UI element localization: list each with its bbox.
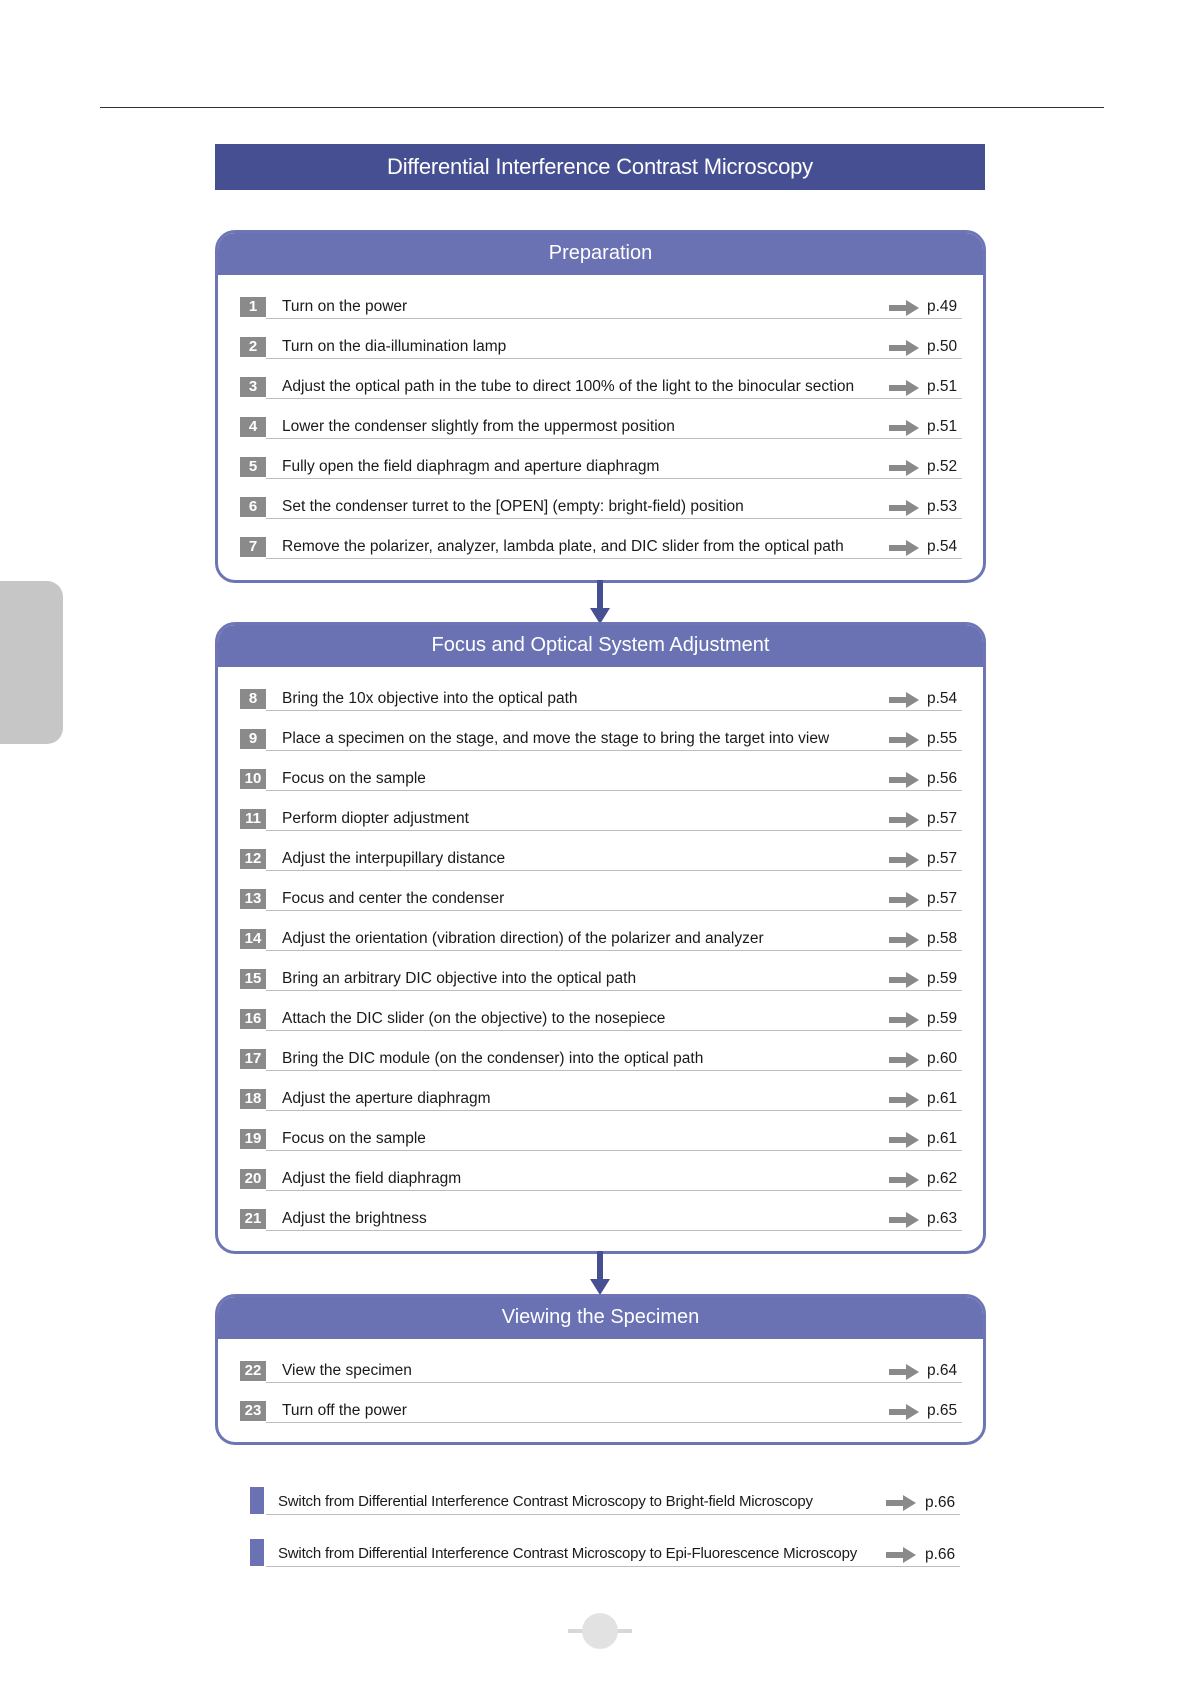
- arrow-right-icon: [889, 812, 919, 828]
- step-label: Focus on the sample: [282, 770, 426, 787]
- step-underline: [266, 398, 962, 399]
- step-item[interactable]: [240, 377, 962, 401]
- page-reference-link[interactable]: p.66: [925, 1494, 956, 1511]
- step-underline: [266, 1230, 962, 1231]
- section-preparation: [215, 230, 986, 583]
- step-label: Adjust the field diaphragm: [282, 1170, 462, 1187]
- step-underline: [266, 1150, 962, 1151]
- step-label: Remove the polarizer, analyzer, lambda plate, and DIC slider from the optical path: [282, 538, 844, 555]
- step-label: Adjust the brightness: [282, 1210, 427, 1227]
- page-reference-link[interactable]: p.52: [927, 458, 958, 475]
- step-number-badge: 18: [240, 1089, 266, 1109]
- page-reference-link[interactable]: p.54: [927, 690, 958, 707]
- step-label: Focus on the sample: [282, 1130, 426, 1147]
- step-item[interactable]: [240, 497, 962, 521]
- page-reference-link[interactable]: p.66: [925, 1546, 956, 1563]
- step-number-badge: 14: [240, 929, 266, 949]
- step-item[interactable]: [240, 1129, 962, 1153]
- page-reference-link[interactable]: p.53: [927, 498, 958, 515]
- step-underline: [266, 1030, 962, 1031]
- arrow-right-icon: [889, 1012, 919, 1028]
- page-reference-link[interactable]: p.51: [927, 378, 958, 395]
- step-item[interactable]: [240, 1169, 962, 1193]
- step-underline: [266, 1110, 962, 1111]
- step-label: Bring the DIC module (on the condenser) into the optical path: [282, 1050, 704, 1067]
- step-item[interactable]: [240, 809, 962, 833]
- top-rule: [100, 107, 1104, 108]
- step-underline: [266, 1422, 962, 1423]
- page-reference-link[interactable]: p.57: [927, 810, 958, 827]
- step-underline: [266, 1190, 962, 1191]
- step-item[interactable]: [240, 337, 962, 361]
- flow-arrow-down-icon: [590, 1251, 610, 1295]
- page-reference-link[interactable]: p.54: [927, 538, 958, 555]
- page-reference-link[interactable]: p.49: [927, 298, 958, 315]
- step-item[interactable]: [240, 729, 962, 753]
- step-label: Turn off the power: [282, 1402, 407, 1419]
- step-number-badge: 15: [240, 969, 266, 989]
- page-reference-link[interactable]: p.61: [927, 1090, 958, 1107]
- step-item[interactable]: [240, 689, 962, 713]
- step-underline: [266, 870, 962, 871]
- step-number-badge: 7: [240, 537, 266, 557]
- section-heading: Viewing the Specimen: [217, 1296, 984, 1339]
- step-underline: [266, 558, 962, 559]
- step-number-badge: 11: [240, 809, 266, 829]
- arrow-right-icon: [889, 540, 919, 556]
- step-label: Turn on the dia-illumination lamp: [282, 338, 507, 355]
- step-number-badge: 16: [240, 1009, 266, 1029]
- page-reference-link[interactable]: p.51: [927, 418, 958, 435]
- arrow-right-icon: [886, 1495, 916, 1511]
- step-item[interactable]: [240, 929, 962, 953]
- step-item[interactable]: [240, 297, 962, 321]
- step-underline: [266, 358, 962, 359]
- step-item[interactable]: [240, 537, 962, 561]
- step-label: Adjust the aperture diaphragm: [282, 1090, 491, 1107]
- step-number-badge: 2: [240, 337, 266, 357]
- step-item[interactable]: [240, 969, 962, 993]
- arrow-right-icon: [889, 1212, 919, 1228]
- step-underline: [266, 950, 962, 951]
- page-reference-link[interactable]: p.59: [927, 1010, 958, 1027]
- switch-procedure-item[interactable]: [250, 1487, 960, 1515]
- step-label: Adjust the interpupillary distance: [282, 850, 506, 867]
- page-reference-link[interactable]: p.64: [927, 1362, 958, 1379]
- step-underline: [266, 790, 962, 791]
- step-number-badge: 8: [240, 689, 266, 709]
- page-reference-link[interactable]: p.57: [927, 850, 958, 867]
- step-underline: [266, 830, 962, 831]
- step-label: Adjust the orientation (vibration direction) of the polarizer and analyzer: [282, 930, 764, 947]
- switch-procedure-item[interactable]: [250, 1539, 960, 1567]
- arrow-right-icon: [889, 1172, 919, 1188]
- page-reference-link[interactable]: p.59: [927, 970, 958, 987]
- arrow-right-icon: [889, 1052, 919, 1068]
- arrow-right-icon: [889, 892, 919, 908]
- step-label: Place a specimen on the stage, and move the stage to bring the target into view: [282, 730, 830, 747]
- step-number-badge: 6: [240, 497, 266, 517]
- arrow-right-icon: [889, 692, 919, 708]
- page-reference-link[interactable]: p.58: [927, 930, 958, 947]
- step-item[interactable]: [240, 1401, 962, 1425]
- step-number-badge: 21: [240, 1209, 266, 1229]
- step-label: Bring the 10x objective into the optical path: [282, 690, 578, 707]
- switch-marker: [250, 1487, 264, 1514]
- step-label: View the specimen: [282, 1362, 412, 1379]
- section-viewing-specimen: [215, 1294, 986, 1445]
- step-number-badge: 19: [240, 1129, 266, 1149]
- step-item[interactable]: [240, 1009, 962, 1033]
- step-item[interactable]: [240, 1089, 962, 1113]
- step-underline: [266, 1070, 962, 1071]
- step-underline: [266, 710, 962, 711]
- step-underline: [266, 990, 962, 991]
- section-heading: Preparation: [217, 232, 984, 275]
- arrow-right-icon: [889, 772, 919, 788]
- step-number-badge: 1: [240, 297, 266, 317]
- step-number-badge: 5: [240, 457, 266, 477]
- step-item[interactable]: [240, 1209, 962, 1233]
- step-label: Perform diopter adjustment: [282, 810, 469, 827]
- arrow-right-icon: [889, 420, 919, 436]
- step-item[interactable]: [240, 1361, 962, 1385]
- arrow-right-icon: [889, 500, 919, 516]
- arrow-right-icon: [889, 1404, 919, 1420]
- step-item[interactable]: [240, 889, 962, 913]
- step-underline: [266, 438, 962, 439]
- step-item[interactable]: [240, 1049, 962, 1073]
- arrow-right-icon: [889, 932, 919, 948]
- step-label: Attach the DIC slider (on the objective) to the nosepiece: [282, 1010, 666, 1027]
- page-reference-link[interactable]: p.50: [927, 338, 958, 355]
- step-item[interactable]: [240, 769, 962, 793]
- page-reference-link[interactable]: p.61: [927, 1130, 958, 1147]
- step-number-badge: 23: [240, 1401, 266, 1421]
- step-label: Turn on the power: [282, 298, 408, 315]
- page-reference-link[interactable]: p.56: [927, 770, 958, 787]
- page-reference-link[interactable]: p.63: [927, 1210, 958, 1227]
- step-label: Adjust the optical path in the tube to direct 100% of the light to the binocular section: [282, 378, 855, 395]
- step-number-badge: 3: [240, 377, 266, 397]
- arrow-right-icon: [886, 1547, 916, 1563]
- arrow-right-icon: [889, 972, 919, 988]
- step-item[interactable]: [240, 417, 962, 441]
- step-label: Fully open the field diaphragm and aperture diaphragm: [282, 458, 660, 475]
- page-reference-link[interactable]: p.65: [927, 1402, 958, 1419]
- step-underline: [266, 518, 962, 519]
- page-reference-link[interactable]: p.55: [927, 730, 958, 747]
- page-reference-link[interactable]: p.60: [927, 1050, 958, 1067]
- arrow-right-icon: [889, 852, 919, 868]
- page-number-marker-icon: [568, 1613, 632, 1649]
- arrow-right-icon: [889, 1132, 919, 1148]
- switch-label: Switch from Differential Interference Contrast Microscopy to Bright-field Microscopy: [278, 1493, 813, 1510]
- switch-underline: [266, 1514, 960, 1515]
- arrow-right-icon: [889, 732, 919, 748]
- switch-underline: [266, 1566, 960, 1567]
- step-number-badge: 4: [240, 417, 266, 437]
- arrow-right-icon: [889, 380, 919, 396]
- arrow-right-icon: [889, 1364, 919, 1380]
- step-underline: [266, 910, 962, 911]
- arrow-right-icon: [889, 460, 919, 476]
- section-focus-adjustment: [215, 622, 986, 1254]
- arrow-right-icon: [889, 1092, 919, 1108]
- page-reference-link[interactable]: p.57: [927, 890, 958, 907]
- step-label: Focus and center the condenser: [282, 890, 505, 907]
- step-number-badge: 20: [240, 1169, 266, 1189]
- step-number-badge: 17: [240, 1049, 266, 1069]
- flow-arrow-down-icon: [590, 580, 610, 624]
- step-item[interactable]: [240, 849, 962, 873]
- step-number-badge: 10: [240, 769, 266, 789]
- step-number-badge: 12: [240, 849, 266, 869]
- step-underline: [266, 750, 962, 751]
- step-number-badge: 22: [240, 1361, 266, 1381]
- switch-label: Switch from Differential Interference Contrast Microscopy to Epi-Fluorescence Microscopy: [278, 1545, 858, 1562]
- page-title: Differential Interference Contrast Microscopy: [215, 144, 985, 190]
- arrow-right-icon: [889, 340, 919, 356]
- step-label: Lower the condenser slightly from the uppermost position: [282, 418, 675, 435]
- step-label: Set the condenser turret to the [OPEN] (empty: bright-field) position: [282, 498, 744, 515]
- step-underline: [266, 478, 962, 479]
- section-heading: Focus and Optical System Adjustment: [217, 624, 984, 667]
- page-reference-link[interactable]: p.62: [927, 1170, 958, 1187]
- step-item[interactable]: [240, 457, 962, 481]
- arrow-right-icon: [889, 300, 919, 316]
- switch-marker: [250, 1539, 264, 1566]
- chapter-side-tab: [0, 581, 63, 744]
- step-number-badge: 13: [240, 889, 266, 909]
- step-underline: [266, 318, 962, 319]
- step-label: Bring an arbitrary DIC objective into the optical path: [282, 970, 637, 987]
- step-underline: [266, 1382, 962, 1383]
- step-number-badge: 9: [240, 729, 266, 749]
